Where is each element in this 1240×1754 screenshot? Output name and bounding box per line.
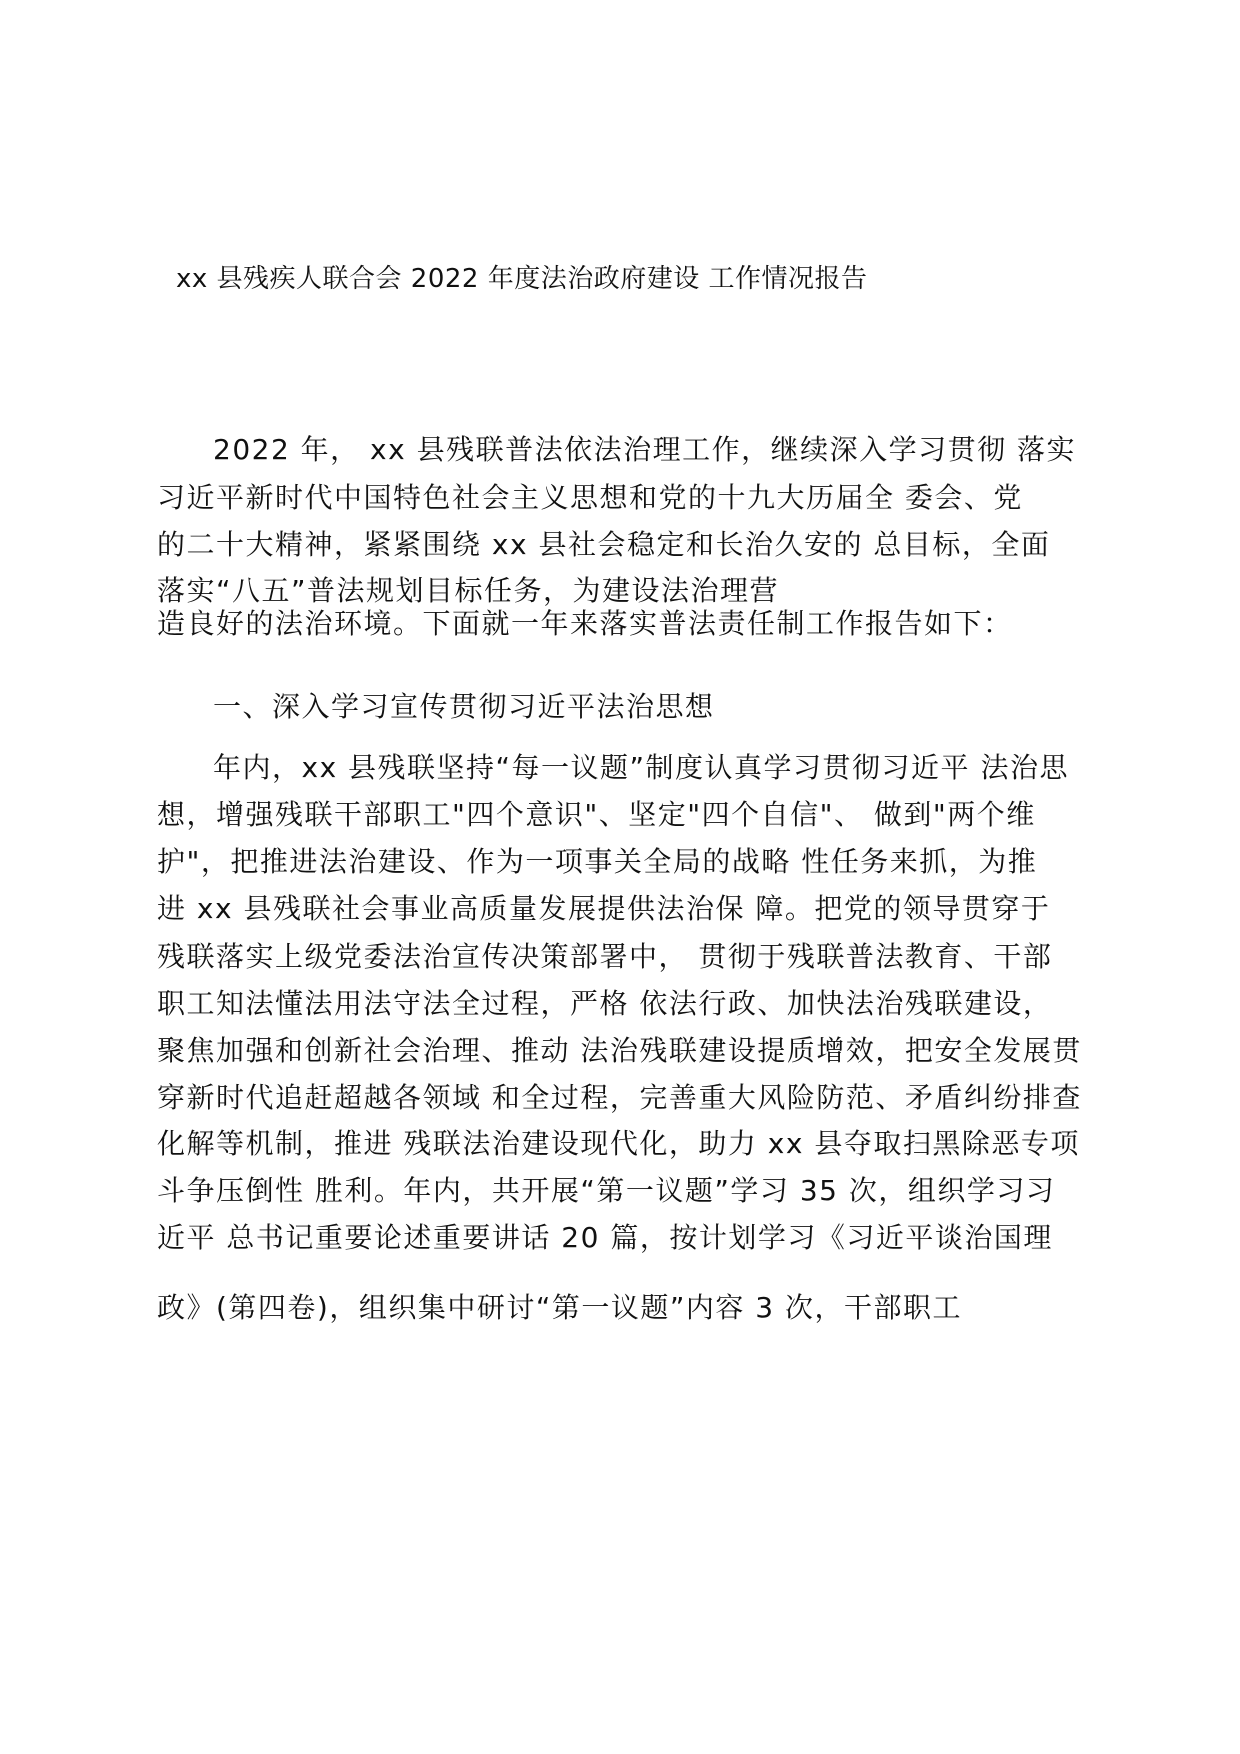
paragraph2-line: 想，增强残联干部职工"四个意识"、坚定"四个自信"、 做到"两个维 [157, 798, 1036, 831]
paragraph1-line: 2022 年， xx 县残联普法依法治理工作，继续深入学习贯彻 落实 [213, 433, 1077, 466]
paragraph1-line: 的二十大精神，紧紧围绕 xx 县社会稳定和长治久安的 总目标，全面 [157, 528, 1051, 561]
paragraph2-line: 年内，xx 县残联坚持“每一议题”制度认真学习贯彻习近平 法治思 [213, 751, 1069, 784]
paragraph2-line: 近平 总书记重要论述重要讲话 20 篇，按计划学习《习近平谈治国理 [157, 1221, 1053, 1254]
paragraph2-line: 政》(第四卷)，组织集中研讨“第一议题”内容 3 次，干部职工 [157, 1291, 962, 1324]
paragraph1-line: 造良好的法治环境。下面就一年来落实普法责任制工作报告如下： [157, 607, 1013, 640]
paragraph1-line: 习近平新时代中国特色社会主义思想和党的十九大历届全 委会、党 [157, 481, 1023, 514]
paragraph2-line: 残联落实上级党委法治宣传决策部署中， 贯彻于残联普法教育、干部 [157, 940, 1053, 973]
paragraph2-line: 化解等机制，推进 残联法治建设现代化，助力 xx 县夺取扫黑除恶专项 [157, 1127, 1080, 1160]
paragraph2-line: 进 xx 县残联社会事业高质量发展提供法治保 障。把党的领导贯穿于 [157, 892, 1051, 925]
paragraph2-line: 聚焦加强和创新社会治理、推动 法治残联建设提质增效，把安全发展贯 [157, 1034, 1082, 1067]
paragraph2-line: 斗争压倒性 胜利。年内，共开展“第一议题”学习 35 次，组织学习习 [157, 1174, 1056, 1207]
document-title: xx 县残疾人联合会 2022 年度法治政府建设 工作情况报告 [176, 264, 868, 294]
section1-heading: 一、深入学习宣传贯彻习近平法治思想 [213, 690, 715, 723]
paragraph1-line: 落实“八五”普法规划目标任务，为建设法治理营 [157, 574, 780, 607]
paragraph2-line: 穿新时代追赶超越各领域 和全过程，完善重大风险防范、矛盾纠纷排查 [157, 1081, 1082, 1114]
paragraph2-line: 护"，把推进法治建设、作为一项事关全局的战略 性任务来抓，为推 [157, 845, 1038, 878]
paragraph2-line: 职工知法懂法用法守法全过程，严格 依法行政、加快法治残联建设， [157, 987, 1053, 1020]
